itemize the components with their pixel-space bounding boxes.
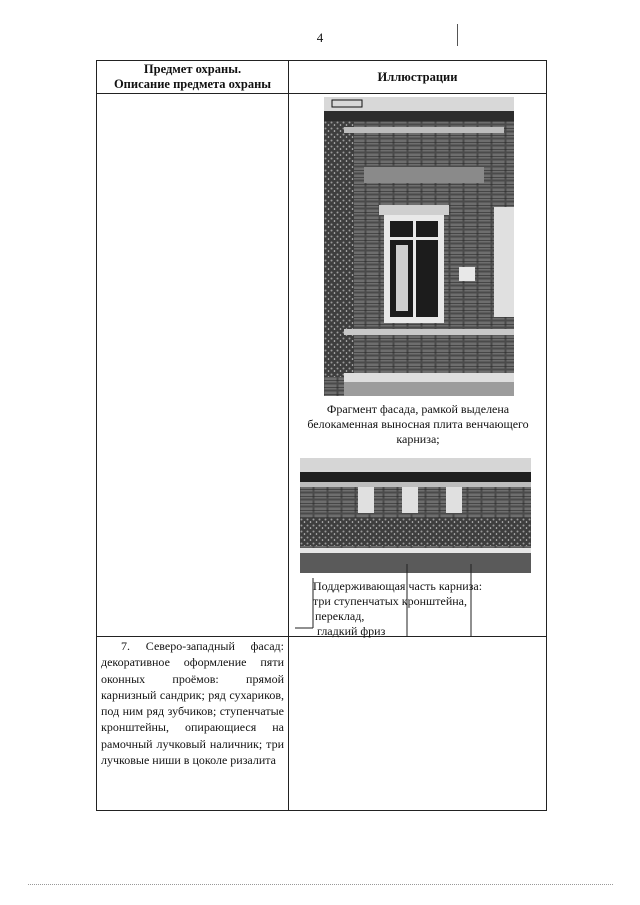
margin-mark: [457, 24, 458, 46]
facade-photo-graphic: [324, 97, 514, 396]
header-subject: [97, 61, 289, 94]
item7-description: 7. Северо-западный фасад: декоративное оформление пяти оконных проёмов: прямой карнизный сандрик; ряд сухариков, под ним ряд зубчиков; ступенчатые кронштейны, опирающиеся на рамочный лучковый наличник; три лучковые ниши в цоколе ризалита: [101, 639, 284, 768]
facade-caption-line3: карниза;: [396, 432, 440, 446]
footer-line: [28, 884, 613, 885]
item7-description-cell: [97, 637, 289, 811]
header-subject-line2: Описание предмета охраны: [113, 77, 272, 91]
empty-description-cell: [97, 94, 289, 637]
facade-caption-line1: Фрагмент фасада, рамкой выделена: [326, 402, 510, 416]
facade-caption-line2: белокаменная выносная плита венчающего: [307, 417, 529, 431]
item7-illustration-cell: [289, 637, 547, 811]
cornice-annotation-line2: три ступенчатых кронштейна,: [313, 594, 467, 608]
header-subject-line1: Предмет охраны.: [143, 62, 242, 76]
page-number: 4: [316, 30, 324, 45]
cornice-annotation-line4: гладкий фриз: [317, 624, 386, 638]
cornice-photo: [300, 458, 531, 573]
cornice-annotation-line1: Поддерживающая часть карниза:: [313, 579, 483, 593]
illustrations-cell: [289, 94, 547, 637]
header-illustrations: Иллюстрации: [289, 61, 547, 94]
protection-table: [96, 60, 547, 811]
facade-photo: [324, 97, 514, 396]
cornice-photo-graphic: [300, 458, 531, 573]
cornice-annotation-line3: переклад,: [315, 609, 365, 623]
cornice-annotation: [313, 579, 545, 639]
facade-photo-caption: [293, 402, 543, 447]
